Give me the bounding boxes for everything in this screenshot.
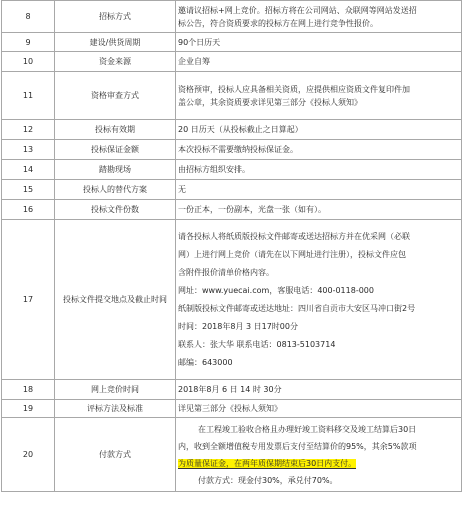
row-number: 19 (2, 400, 55, 418)
row-number: 16 (2, 200, 55, 220)
row-item: 建设/供货周期 (55, 33, 176, 52)
content-line: 盖公章，其余资质要求详见第三部分《投标人须知》 (178, 97, 362, 107)
row-item: 网上竞价时间 (55, 380, 176, 400)
content-line: 请各投标人将纸质版投标文件邮寄或送达招标方并在优采网（必联 (178, 231, 410, 241)
row-number: 8 (2, 1, 55, 33)
table-row (2, 52, 462, 72)
content-line: 付款方式：现金付30%，承兑付70%。 (198, 475, 338, 485)
content-line: 纸制版投标文件邮寄或送达地址：四川省自贡市大安区马冲口街2号 (178, 303, 416, 313)
content-line: 20 日历天（从投标截止之日算起） (178, 125, 303, 134)
row-content (176, 220, 462, 380)
row-number: 11 (2, 72, 55, 120)
content-line: 含附件报价清单价格内容。 (178, 267, 274, 277)
row-number: 14 (2, 160, 55, 180)
row-item: 评标方法及标准 (55, 400, 176, 418)
row-item: 投标人的替代方案 (55, 180, 176, 200)
content-line: 在工程竣工验收合格且办理好竣工资料移交及竣工结算后30日 (198, 424, 417, 434)
row-content (176, 418, 462, 492)
content-line: 一份正本，一份副本，光盘一张（如有）。 (178, 205, 326, 214)
content-line: 网）上进行网上竞价（请先在以下网址进行注册），投标文件应包 (178, 249, 406, 259)
table-row (2, 140, 462, 160)
row-number: 10 (2, 52, 55, 72)
row-item: 投标文件提交地点及截止时间 (55, 220, 176, 380)
row-content (176, 52, 462, 72)
row-content (176, 120, 462, 140)
content-line: 2018年8月 6 日 14 时 30分 (178, 385, 282, 394)
row-number: 20 (2, 418, 55, 492)
content-line: 网址：www.yuecai.com，客服电话：400-0118-000 (178, 285, 374, 295)
row-item: 投标保证金额 (55, 140, 176, 160)
table-row (2, 380, 462, 400)
row-item: 资金来源 (55, 52, 176, 72)
row-number: 17 (2, 220, 55, 380)
table-row (2, 400, 462, 418)
content-line: 本次投标不需要缴纳投标保证金。 (178, 145, 298, 154)
tender-info-table (1, 0, 462, 492)
row-item: 投标有效期 (55, 120, 176, 140)
content-line: 企业自筹 (178, 57, 210, 66)
row-item: 投标文件份数 (55, 200, 176, 220)
row-number: 9 (2, 33, 55, 52)
table-row (2, 180, 462, 200)
content-line: 由招标方组织安排。 (178, 165, 250, 174)
row-item: 付款方式 (55, 418, 176, 492)
row-item: 资格审查方式 (55, 72, 176, 120)
content-line: 邀请议招标+网上竞价。招标方将在公司网站、众联网等网站发送招 (178, 5, 417, 15)
highlighted-text: 为质量保证金，在两年质保期结束后30日内支付。 (178, 458, 357, 468)
row-content (176, 72, 462, 120)
table-row (2, 200, 462, 220)
row-content (176, 160, 462, 180)
content-line: 资格预审，投标人应具备相关资质，应提供相应资质文件复印件加 (178, 84, 410, 94)
row-content (176, 1, 462, 33)
content-line (178, 455, 459, 472)
row-content (176, 380, 462, 400)
content-line: 联系人：张大华 联系电话：0813-5103714 (178, 339, 336, 349)
content-line: 时间：2018年8月 3 日17时00分 (178, 321, 298, 331)
row-content (176, 180, 462, 200)
row-number: 15 (2, 180, 55, 200)
row-number: 13 (2, 140, 55, 160)
row-content (176, 33, 462, 52)
content-line: 内，收到全额增值税专用发票后支付至结算价的95%，其余5%款项 (178, 441, 417, 451)
table-row (2, 33, 462, 52)
content-line: 邮编：643000 (178, 357, 233, 367)
table-row (2, 220, 462, 380)
table-row (2, 72, 462, 120)
table-row (2, 418, 462, 492)
row-content (176, 400, 462, 418)
table-row (2, 120, 462, 140)
content-line: 详见第三部分《投标人须知》 (178, 404, 282, 413)
table-row (2, 160, 462, 180)
content-line: 90个日历天 (178, 37, 221, 47)
row-item: 踏勘现场 (55, 160, 176, 180)
row-number: 12 (2, 120, 55, 140)
row-content (176, 200, 462, 220)
row-number: 18 (2, 380, 55, 400)
row-item: 招标方式 (55, 1, 176, 33)
table-row (2, 1, 462, 33)
content-line: 无 (178, 185, 186, 194)
content-line: 标公告，符合资质要求的投标方在网上进行竞争性报价。 (178, 18, 378, 28)
row-content (176, 140, 462, 160)
